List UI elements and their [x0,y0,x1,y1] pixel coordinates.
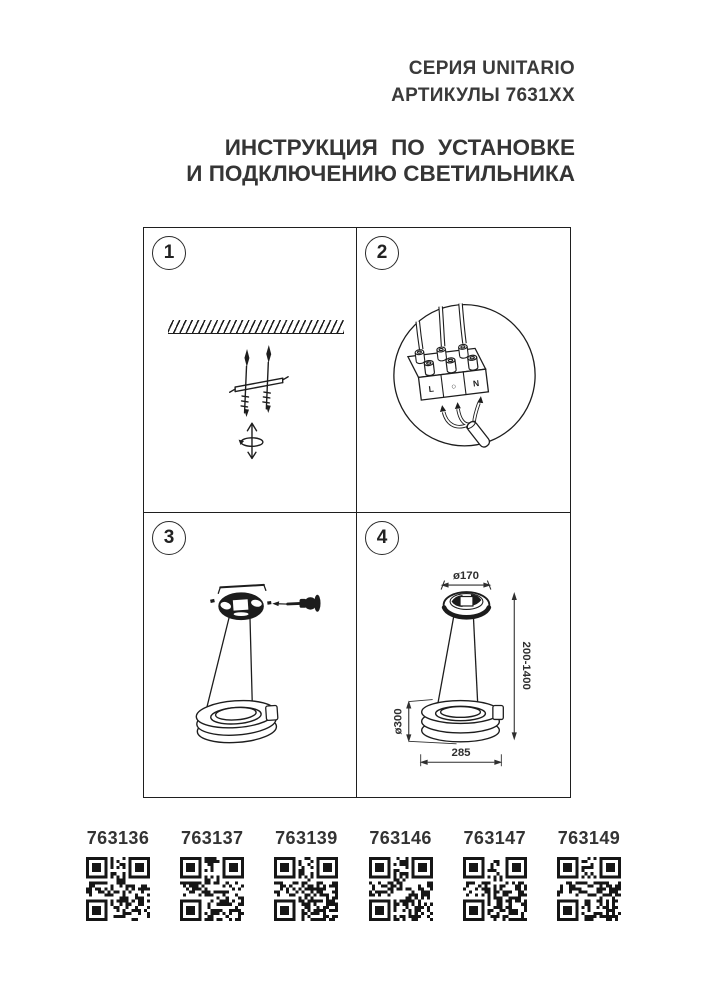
qr-item [462,828,528,921]
step-4-drawing [357,513,570,798]
step-1-panel [144,228,357,513]
mounting-bracket [230,362,288,413]
qr-code [463,857,527,921]
article-code: 763146 [369,828,432,848]
qr-code [180,857,244,921]
terminal-label-live: L [428,383,435,395]
articles-subtitle: АРТИКУЛЫ 7631ХХ [391,85,575,106]
dim-ring-height: ø300 [392,707,405,734]
dim-ring-width: 285 [451,746,471,759]
qr-item [368,828,434,921]
dim-suspension-height: 200-1400 [520,641,533,690]
instruction-title-line1: ИНСТРУКЦИЯ ПО УСТАНОВКЕ [224,135,575,160]
article-qr-row [85,828,622,921]
step-2-drawing [357,228,570,512]
instruction-steps-grid [143,227,571,798]
qr-code [274,857,338,921]
instruction-title-line2: И ПОДКЛЮЧЕНИЮ СВЕТИЛЬНИКА [186,161,575,186]
article-code: 763139 [275,828,338,848]
qr-code [557,857,621,921]
terminal-label-neutral: N [472,377,480,389]
screwdriver-icon [272,594,320,611]
step-4-number: 4 [365,521,399,555]
supply-wires [418,304,465,350]
qr-item [85,828,151,921]
qr-code [369,857,433,921]
light-ring [422,700,504,741]
terminal-block [407,342,488,401]
article-code: 763137 [180,828,244,848]
terminal-label-earth: ○ [450,380,457,392]
step-2-panel [357,228,570,513]
step-3-panel [144,513,357,798]
rotate-arrow-icon [241,423,263,458]
qr-item [273,828,339,921]
step-4-panel [357,513,570,798]
step-1-drawing [144,228,356,512]
article-code: 763136 [86,828,150,848]
document-header [186,55,575,187]
article-code: 763147 [463,828,526,848]
qr-item [179,828,245,921]
article-code: 763149 [557,828,621,848]
step-1-number: 1 [152,236,186,270]
step-2-number: 2 [365,236,399,270]
step-3-drawing [144,513,356,798]
step-3-number: 3 [152,521,186,555]
qr-item [556,828,622,921]
instruction-title [186,135,575,187]
canopy [444,592,490,618]
dim-canopy-diameter: ø170 [452,569,480,582]
qr-code [86,857,150,921]
series-title: СЕРИЯ UNITARIO [408,58,575,79]
canopy [210,592,271,619]
